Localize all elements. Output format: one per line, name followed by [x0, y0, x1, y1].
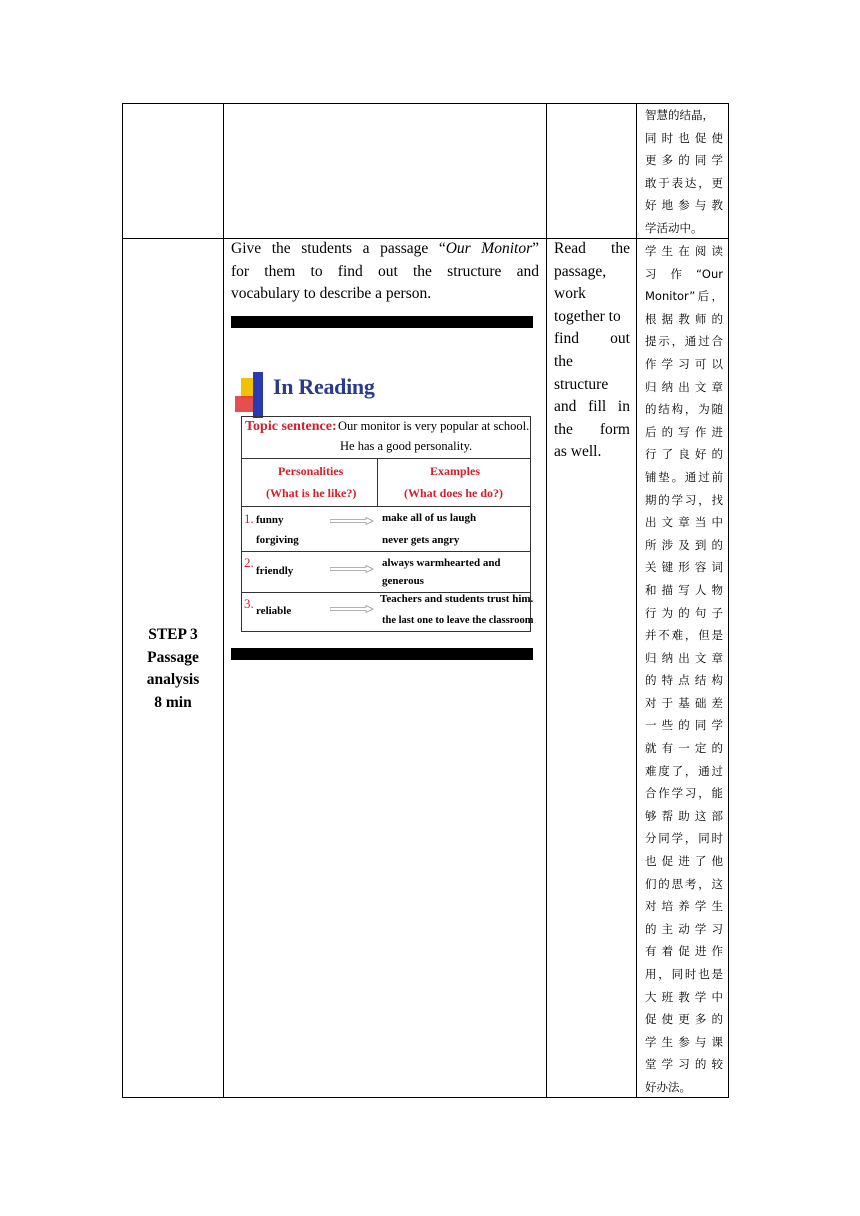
purpose-cell: [645, 240, 723, 1099]
slide-table: [241, 416, 534, 632]
col-border-3: [636, 103, 637, 1098]
trait: forgiving: [256, 534, 299, 546]
purpose-line: 有 着 促 进 作: [645, 944, 723, 959]
purpose-line: 同 时 也 促 使: [645, 130, 723, 145]
example: make all of us laugh: [382, 512, 477, 524]
purpose-line: 出 文 章 当 中: [645, 515, 723, 530]
col-border-2: [546, 103, 547, 1098]
passage-title: Our Monitor: [445, 240, 533, 257]
slide-row-divider: [242, 506, 530, 507]
purpose-line: 促 使 更 多 的: [645, 1012, 723, 1027]
purpose-line: 智慧的结晶，: [645, 108, 714, 122]
purpose-line: 行 了 良 好 的: [645, 447, 723, 462]
purpose-line: 合作学习，能: [645, 786, 723, 801]
trait: reliable: [256, 605, 292, 617]
teacher-activity-line: for them to find out the structure and: [231, 262, 539, 280]
col-border-1: [223, 103, 224, 1098]
student-activity-line: as well.: [554, 443, 602, 461]
topic-text-2: He has a good personality.: [340, 439, 473, 453]
purpose-line: 堂 学 习 的 较: [645, 1057, 723, 1072]
purpose-line: 归 纳 出 文 章: [645, 379, 723, 394]
teacher-activity-line: Give the students a passage “Our Monitor”: [231, 240, 539, 257]
purpose-line: 所 涉 及 到 的: [645, 537, 723, 552]
purpose-line: 对 培 养 学 生: [645, 899, 723, 914]
teacher-activity: [231, 238, 539, 306]
item-number: 2.: [244, 555, 254, 570]
example: always warmhearted and: [382, 557, 501, 569]
table-bottom-border: [122, 1097, 729, 1098]
reading-slide-image: [231, 316, 533, 660]
step-number: STEP 3: [148, 626, 198, 643]
purpose-line: 也 促 进 了 他: [645, 854, 723, 869]
step-label: [123, 624, 223, 714]
purpose-line: Monitor”后，: [645, 289, 723, 304]
student-activity-line: and fill in: [554, 398, 630, 416]
slide-top-bar: [231, 316, 533, 328]
purpose-line: 并不难，但是: [645, 628, 723, 643]
topic-text-1: Our monitor is very popular at school.: [338, 419, 530, 433]
examples-header: Examples: [430, 464, 481, 478]
example: never gets angry: [382, 534, 460, 546]
student-activity: [554, 238, 630, 464]
purpose-line: 关 键 形 容 词: [645, 560, 723, 575]
purpose-line: 学 生 在 阅 读: [645, 244, 723, 258]
purpose-line: 学 生 参 与 课: [645, 1034, 723, 1049]
purpose-line: 的 主 动 学 习: [645, 921, 723, 936]
col-border-right: [728, 103, 729, 1098]
example: Teachers and students trust him.: [380, 593, 534, 605]
slide-bottom-bar: [231, 648, 533, 660]
personalities-subheader: (What is he like?): [266, 486, 357, 500]
example: the last one to leave the classroom: [382, 615, 534, 626]
purpose-line: 好办法。: [645, 1079, 691, 1094]
table-top-border: [122, 103, 729, 104]
purpose-line: 根 据 教 师 的: [645, 311, 723, 326]
purpose-line: 习 作 “Our: [645, 266, 723, 281]
item-number: 1.: [244, 511, 254, 526]
student-activity-line: together to: [554, 307, 621, 325]
trait: friendly: [256, 565, 294, 577]
purpose-line: 归 纳 出 文 章: [645, 650, 723, 665]
arrow-icon: [330, 605, 374, 613]
slide-col-divider: [377, 458, 378, 506]
purpose-line: 的结构，为随: [645, 402, 723, 417]
purpose-line: 一 些 的 同 学: [645, 718, 723, 733]
purpose-line: 后 的 写 作 进: [645, 424, 723, 439]
purpose-line: 作 学 习 可 以: [645, 356, 723, 371]
purpose-line: 敢于表达，更: [645, 175, 723, 190]
examples-subheader: (What does he do?): [404, 486, 504, 500]
step-name-2: analysis: [146, 671, 200, 689]
purpose-line: 就 有 一 定 的: [645, 741, 723, 756]
purpose-cell-top: [645, 104, 723, 240]
purpose-line: 期的学习，找: [645, 492, 723, 507]
slide-deco-red: [235, 396, 253, 412]
purpose-line: 好 地 参 与 教: [645, 198, 723, 213]
student-activity-line: passage,: [554, 262, 607, 280]
col-border-left: [122, 103, 123, 1098]
purpose-line: 难度了，通过: [645, 763, 723, 778]
purpose-line: 对 于 基 础 差: [645, 695, 723, 710]
slide-row-divider: [242, 458, 530, 459]
step-duration: 8 min: [154, 693, 192, 711]
purpose-line: 行 为 的 句 子: [645, 605, 723, 620]
purpose-line: 大 班 教 学 中: [645, 989, 723, 1004]
trait: funny: [256, 514, 284, 526]
teacher-activity-line: vocabulary to describe a person.: [231, 285, 432, 303]
slide-heading: In Reading: [273, 374, 375, 399]
arrow-icon: [330, 517, 374, 525]
purpose-line: 的 特 点 结 构: [645, 673, 723, 688]
purpose-line: 们的思考，这: [645, 876, 723, 891]
purpose-line: 提示，通过合: [645, 334, 723, 349]
student-activity-line: Read the: [554, 240, 630, 257]
purpose-line: 够 帮 助 这 部: [645, 808, 723, 823]
student-activity-line: the form: [554, 420, 630, 438]
item-number: 3.: [244, 596, 254, 611]
purpose-line: 用，同时也是: [645, 967, 723, 981]
step-name-1: Passage: [147, 648, 199, 666]
slide-deco-blue: [253, 372, 263, 418]
purpose-line: 分同学，同时: [645, 831, 723, 846]
arrow-icon: [330, 565, 374, 573]
student-activity-line: find out: [554, 330, 630, 348]
student-activity-line: the: [554, 352, 573, 370]
purpose-line: 和 描 写 人 物: [645, 582, 723, 597]
topic-label: Topic sentence:: [245, 419, 337, 434]
slide-row-divider: [242, 551, 530, 552]
purpose-line: 学活动中。: [645, 220, 703, 235]
purpose-line: 铺垫。通过前: [645, 469, 723, 484]
student-activity-line: structure: [554, 375, 609, 393]
purpose-line: 更 多 的 同 学: [645, 153, 723, 168]
personalities-header: Personalities: [278, 464, 344, 478]
student-activity-line: work: [554, 285, 586, 303]
example: generous: [382, 575, 424, 587]
